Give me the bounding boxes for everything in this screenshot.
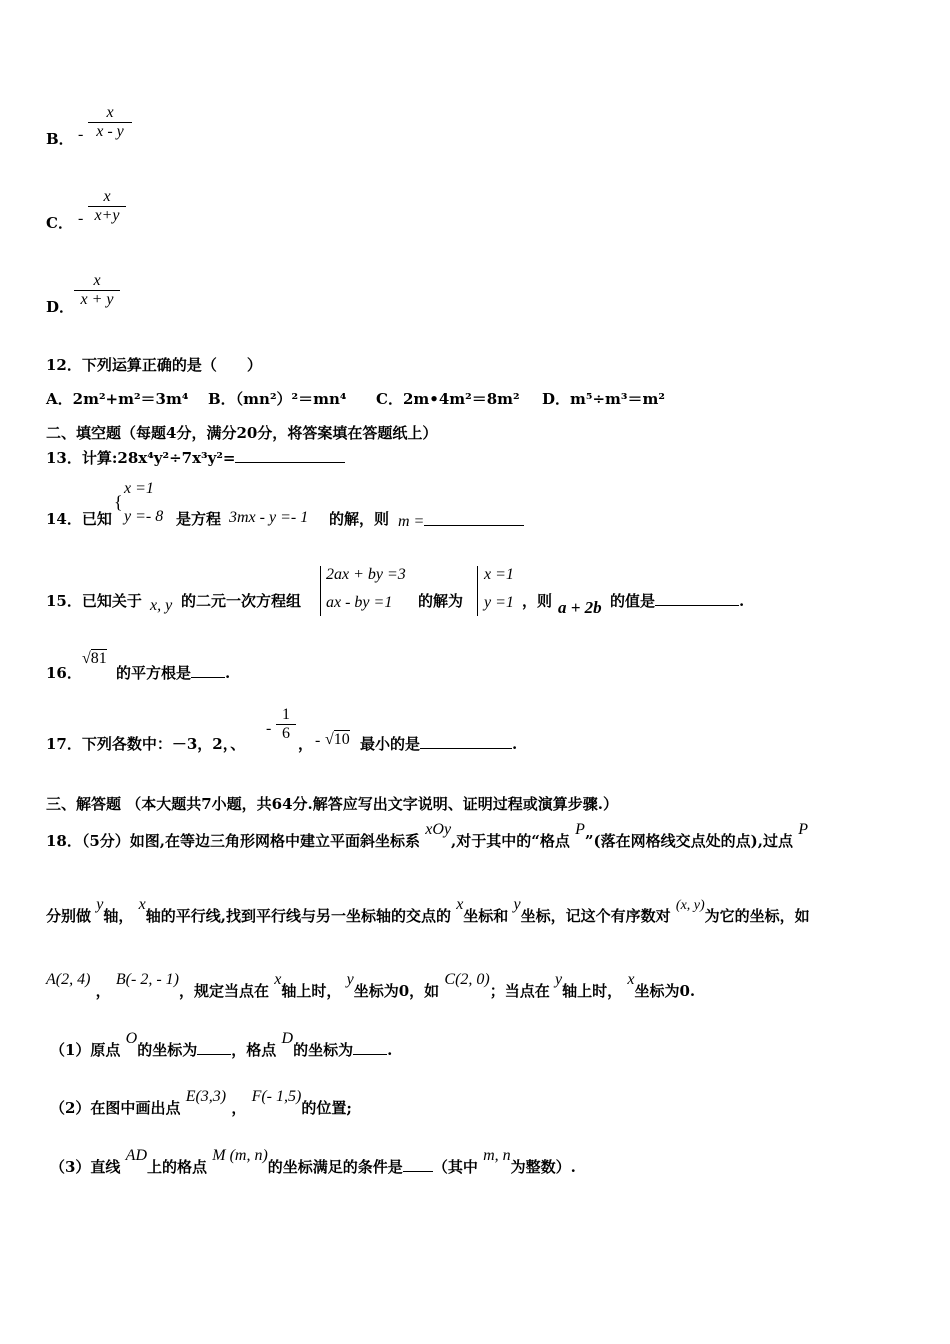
q15-prefix: 15．已知关于: [46, 592, 142, 610]
q15-expr: a + 2b: [558, 598, 602, 617]
answer-blank: [191, 663, 225, 678]
q14-eq2: y =- 8: [124, 508, 164, 525]
q12-option-c: C．2m•4m²＝8m²: [376, 390, 520, 408]
q12-option-b: B．（mn²）²＝mn⁴: [208, 390, 347, 408]
q15-sys1: 2ax + by =3: [326, 566, 406, 583]
q17-fraction: 1 6: [276, 706, 296, 743]
section-2-heading: 二、填空题（每题4分，满分20分，将答案填在答题纸上）: [46, 424, 438, 442]
q18-line3: A(2, 4) ， B(- 2, - 1)，规定当点在 x轴上时， y坐标为0，如 C(2, 0)；当点在 y轴上时， x坐标为0.: [46, 971, 696, 1000]
q18-part2: （2）在图中画出点 E(3,3) ， F(- 1,5)的位置;: [50, 1088, 352, 1117]
q14-equation: 3mx - y =- 1: [229, 509, 309, 526]
q17-neg: -: [315, 732, 321, 749]
q13: 13．计算:28x⁴y²÷7x³y²=: [46, 447, 345, 468]
q15-suffix: 的值是 .: [610, 592, 745, 610]
answer-blank: [420, 734, 512, 749]
q15-sys2: ax - by =1: [326, 594, 393, 611]
q14-answer: m =: [398, 511, 524, 531]
answer-blank: [235, 448, 345, 463]
q14-suffix: 的解，则: [329, 510, 390, 528]
q18-part3: （3）直线 AD上的格点 M (m, n)的坐标满足的条件是 （其中 m, n为整数）.: [50, 1147, 576, 1176]
option-c-fraction: x x+y: [88, 188, 126, 225]
q15-vars: x, y: [150, 597, 173, 614]
q15-then: ，则: [522, 592, 553, 610]
answer-blank: [403, 1157, 433, 1172]
q16-suffix: 的平方根是 .: [116, 664, 231, 682]
option-b-fraction: x x - y: [88, 104, 132, 141]
option-b-sign: -: [78, 126, 84, 143]
answer-blank: [197, 1040, 231, 1055]
answer-blank: [353, 1040, 387, 1055]
q15-mid2: 的解为: [418, 592, 464, 610]
q14-prefix: 14．已知: [46, 510, 112, 528]
q15-solution-brace: [477, 566, 478, 616]
q18-part1: （1）原点 O的坐标为 ，格点 D的坐标为 .: [50, 1030, 393, 1059]
option-d: D．: [46, 298, 75, 316]
q12-stem: 12．下列运算正确的是（ ）: [46, 356, 262, 374]
q17-frac-sign: -: [266, 720, 272, 737]
q12-option-d: D．m⁵÷m³＝m²: [542, 390, 665, 408]
section-3-heading: 三、解答题 （本大题共7小题，共64分.解答应写出文字说明、证明过程或演算步骤.）: [46, 795, 618, 813]
q18-line1: 18．（5分）如图,在等边三角形网格中建立平面斜坐标系 xOy,对于其中的“格点 P”(落在网格线交点处的点),过点 P: [46, 821, 808, 850]
q17-comma: ，: [298, 735, 314, 753]
q15-sol1: x =1: [484, 566, 514, 583]
q16-prefix: 16．: [46, 664, 82, 682]
q17-prefix: 17．下列各数中：－3，2，、: [46, 735, 246, 753]
q14-mid: 是方程: [176, 510, 222, 528]
q17-root: √10: [325, 731, 350, 748]
q15-system-brace: [320, 566, 321, 616]
q15-sol2: y =1: [484, 594, 514, 611]
q16-root: √81: [82, 650, 107, 667]
q15-mid: 的二元一次方程组: [181, 592, 302, 610]
q14-brace: {: [114, 492, 123, 512]
answer-blank: [424, 511, 524, 526]
q18-line2: 分别做 y轴， x轴的平行线,找到平行线与另一坐标轴的交点的 x坐标和 y坐标，记这个有序数对 (x, y)为它的坐标，如: [46, 896, 810, 925]
q14-eq1: x =1: [124, 480, 154, 497]
option-c-sign: -: [78, 210, 84, 227]
option-d-fraction: x x + y: [74, 272, 120, 309]
q12-option-a: A．2m²+m²＝3m⁴: [46, 390, 189, 408]
option-b: B．: [46, 130, 74, 148]
q17-suffix: 最小的是 .: [360, 735, 518, 753]
option-c: C．: [46, 214, 73, 232]
answer-blank: [655, 591, 739, 606]
